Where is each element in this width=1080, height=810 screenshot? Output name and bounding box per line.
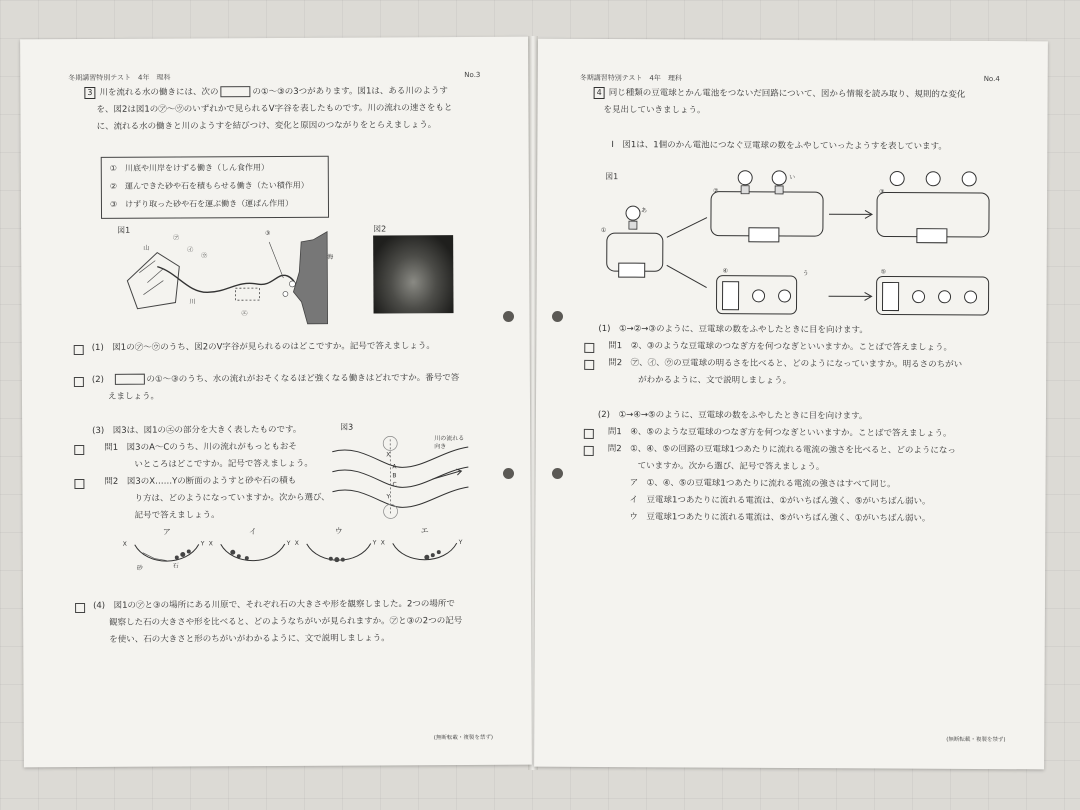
q3-2-text-line1: (2) の①～③のうち、水の流れがおそくなるほど強くなる働きはどれですか。番号で答 bbox=[91, 373, 460, 385]
sand-label: 砂 bbox=[136, 564, 143, 572]
circuit-label-1: ① bbox=[600, 227, 607, 235]
fig1-label-c: ㋒ bbox=[201, 252, 208, 260]
fig1-label-b: ㋑ bbox=[187, 246, 194, 254]
circuit-label-5: ⑤ bbox=[880, 268, 887, 276]
q4-s2-q2-line2: ていますか。次から選び、記号で答えましょう。 bbox=[637, 461, 825, 473]
fig3-title: 図3 bbox=[340, 422, 354, 432]
fig2-title: 図2 bbox=[373, 224, 387, 234]
action-1: ① 川底や川岸をけずる働き（しん食作用） bbox=[109, 163, 269, 173]
punch-hole bbox=[552, 311, 563, 322]
q4-s2-choice-a: ア ①、④、⑤の豆電球1つあたりに流れる電流の強さはすべて同じ。 bbox=[629, 478, 896, 490]
checkbox-q3-3-2[interactable] bbox=[74, 479, 84, 489]
fig2-valley-photo bbox=[373, 235, 453, 313]
q3-4-line2: 観察した石の大きさや形を比べると、どのようなちがいが見られますか。㋐と③の2つの記号 bbox=[109, 616, 463, 628]
q4-s2-choice-i: イ 豆電球1つあたりに流れる電流は、①がいちばん強く、⑤がいちばん弱い。 bbox=[629, 495, 931, 507]
fig3-label-x: X bbox=[386, 451, 391, 459]
choice-i-x: X bbox=[208, 540, 213, 548]
q4-intro-line1: 4 同じ種類の豆電球とかん電池をつないだ回路について、図から情報を読み取り、規則的な変化 bbox=[594, 85, 966, 104]
q3-intro-line1: 3 川を流れる水の働きには、次の の①～③の3つがあります。図1は、ある川のようす bbox=[84, 83, 448, 102]
q4-number: 4 bbox=[594, 87, 605, 99]
q4-s2-q2-line1: 問2 ①、④、⑤の回路の豆電球1つあたりに流れる電流の強さを比べると、どのようになっ bbox=[607, 444, 956, 456]
q4-s1-q2-line2: がわかるように、文で説明しましょう。 bbox=[638, 375, 792, 387]
circuit-label-a: あ bbox=[640, 207, 648, 215]
choice-u-label: ウ bbox=[334, 526, 343, 536]
choice-a-x: X bbox=[122, 540, 127, 548]
fig1-label-sea: 海 bbox=[327, 253, 334, 261]
left-footer: (無断転載・複製を禁ず) bbox=[433, 734, 494, 742]
q4-s1-q1: 問1 ②、③のような豆電球のつなぎ方を何つなぎといいますか。ことばで答えましょう。 bbox=[608, 341, 952, 353]
action-3: ③ けずり取った砂や石を運ぶ働き（運ぱん作用） bbox=[109, 198, 294, 209]
circuit-diagrams bbox=[596, 165, 997, 317]
choice-i-y: Y bbox=[286, 539, 291, 547]
checkbox-q3-1[interactable] bbox=[74, 345, 84, 355]
left-page-number: No.3 bbox=[464, 70, 481, 80]
fig3-label-a: A bbox=[392, 463, 397, 471]
fig1-label-a: ㋐ bbox=[173, 234, 180, 242]
blank-box bbox=[220, 86, 250, 97]
q4-s2-text: (2) ①→④→⑤のように、豆電球の数をふやしたときに目を向けます。 bbox=[597, 409, 868, 422]
checkbox-q3-2[interactable] bbox=[74, 377, 84, 387]
left-header-title: 冬期講習特別テスト 4年 理科 bbox=[68, 73, 171, 83]
punch-hole bbox=[503, 468, 514, 479]
choice-e-y: Y bbox=[458, 539, 463, 547]
q3-intro-line2: を、図2は図1の㋐～㋒のいずれかで見られるV字谷を表したものです。川の流れの速さをもと bbox=[96, 103, 453, 115]
fig3-flow-label: 川の流れる 向き bbox=[434, 435, 465, 451]
circuit-label-2: ② bbox=[713, 187, 719, 195]
stone-label: 石 bbox=[172, 562, 179, 570]
fig1-label-mountain: 山 bbox=[143, 244, 150, 252]
right-header-title: 冬期講習特別テスト 4年 理科 bbox=[579, 73, 682, 83]
circuit-label-b: い bbox=[789, 173, 796, 182]
checkbox-q4-1-1[interactable] bbox=[584, 343, 594, 353]
right-page-number: No.4 bbox=[983, 75, 1000, 84]
choice-u-y: Y bbox=[372, 539, 377, 547]
choice-e-label: エ bbox=[420, 526, 429, 536]
action-2: ② 運んできた砂や石を積もらせる働き（たい積作用） bbox=[109, 180, 309, 191]
q3-3-text: (3) 図3は、図1の㋓の部分を大きく表したものです。 bbox=[92, 424, 302, 436]
q3-3-q1-line1: 問1 図3のA～Cのうち、川の流れがもっともおそ bbox=[104, 441, 297, 453]
q3-3-q2-line2: り方は、どのようになっていますか。次から選び、 bbox=[134, 492, 330, 504]
actions-box bbox=[101, 156, 329, 219]
fig3-label-b: B bbox=[392, 472, 397, 480]
q4-s2-q1: 問1 ④、⑤のような豆電球のつなぎ方を何つなぎといいますか。ことばで答えましょう。 bbox=[607, 427, 952, 439]
q3-intro-line3: に、流れる水の働きと川のようすを結びつけ、変化と原因のつながりをとらえましょう。 bbox=[96, 120, 437, 132]
punch-hole bbox=[552, 468, 563, 479]
fig3-label-y: Y bbox=[386, 493, 391, 501]
q4-fig1-title: 図1 bbox=[605, 172, 619, 182]
circuit-label-4: ④ bbox=[722, 267, 729, 275]
checkbox-q4-2-2[interactable] bbox=[584, 446, 594, 456]
right-page bbox=[534, 39, 1048, 770]
q3-2-text-line2: えましょう。 bbox=[107, 391, 160, 402]
left-page bbox=[20, 37, 532, 768]
q3-4-line1: (4) 図1の㋐と③の場所にある川原で、それぞれ石の大きさや形を観察しました。2つの場所で bbox=[93, 599, 455, 611]
circuit-label-3: ③ bbox=[879, 188, 885, 196]
checkbox-q3-4[interactable] bbox=[75, 603, 85, 613]
q3-4-line3: を使い、石の大きさと形のちがいがわかるように、文で説明しましょう。 bbox=[109, 633, 390, 645]
punch-hole bbox=[503, 311, 514, 322]
choice-e-x: X bbox=[380, 539, 385, 547]
q3-3-q1-line2: いところはどこですか。記号で答えましょう。 bbox=[134, 458, 313, 470]
choice-a-y: Y bbox=[200, 540, 205, 548]
checkbox-q4-1-2[interactable] bbox=[584, 360, 594, 370]
q4-s1-text: (1) ①→②→③のように、豆電球の数をふやしたときに目を向けます。 bbox=[598, 323, 868, 336]
fig1-label-3: ③ bbox=[265, 230, 271, 238]
choice-i-label: イ bbox=[248, 527, 257, 537]
q3-3-q2-line3: 記号で答えましょう。 bbox=[134, 510, 220, 521]
fig3-label-c: C bbox=[392, 481, 397, 489]
circuit-label-c: う bbox=[802, 270, 809, 278]
checkbox-q4-2-1[interactable] bbox=[584, 429, 594, 439]
q3-1-text: (1) 図1の㋐～㋒のうち、図2のV字谷が見られるのはどこですか。記号で答えましょう。 bbox=[91, 341, 435, 353]
right-footer: (無断転載・複製を禁ず) bbox=[946, 736, 1006, 744]
q4-s2-choice-u: ウ 豆電球1つあたりに流れる電流は、⑤がいちばん強く、①がいちばん弱い。 bbox=[629, 512, 931, 524]
q4-intro-line2: を見出していきましょう。 bbox=[603, 105, 706, 116]
blank-box-2 bbox=[114, 374, 144, 385]
fig1-label-river: 川 bbox=[189, 298, 196, 306]
q4-part1: Ⅰ 図1は、1個のかん電池につなぐ豆電球の数をふやしていったようすを表しています。 bbox=[611, 140, 947, 152]
q3-3-q2-line1: 問2 図3のX……Yの断面のようすと砂や石の積も bbox=[104, 475, 297, 487]
choice-a-label: ア bbox=[162, 527, 171, 537]
checkbox-q3-3-1[interactable] bbox=[74, 445, 84, 455]
fig1-label-d: ㋓ bbox=[241, 310, 248, 318]
fig1-title: 図1 bbox=[117, 225, 131, 235]
q4-s1-q2-line1: 問2 ㋐、㋑、㋒の豆電球の明るさを比べると、どのようになっていますか。明るさのちがい bbox=[608, 358, 963, 370]
choice-u-x: X bbox=[294, 539, 299, 547]
q3-number: 3 bbox=[84, 87, 95, 99]
